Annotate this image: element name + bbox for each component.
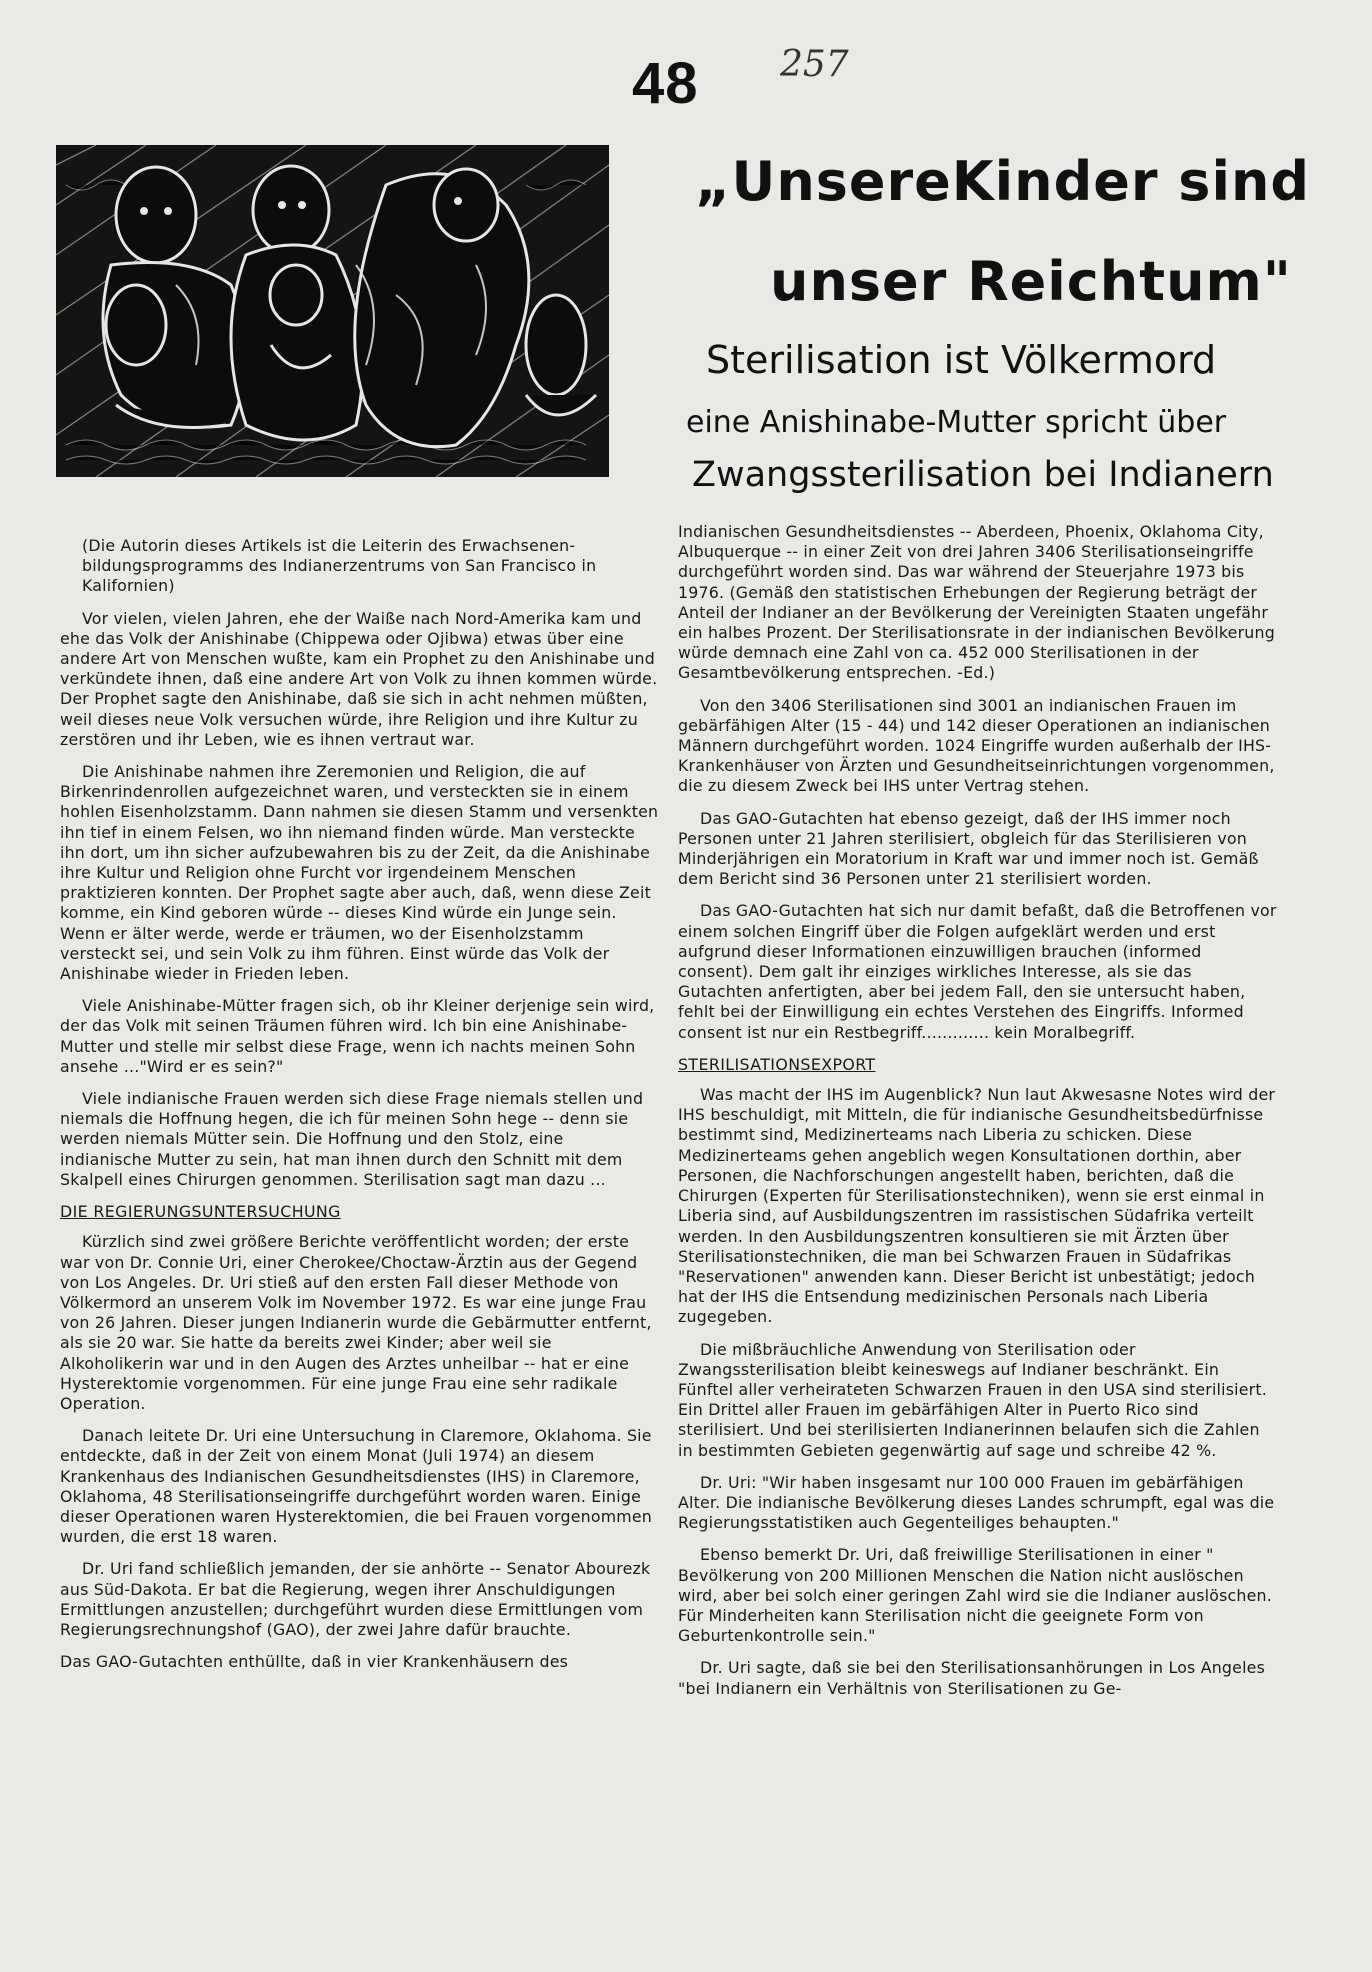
paragraph: Das GAO-Gutachten enthüllte, daß in vier Krankenhäusern des: [60, 1652, 569, 1672]
right-column: [678, 522, 1278, 1711]
headline-line-2: unser Reichtum": [770, 250, 1292, 313]
headline-line-1: „UnsereKinder sind: [695, 150, 1311, 213]
paragraph: Das GAO-Gutachten hat ebenso gezeigt, daß der IHS immer noch Personen unter 21 Jahren sterilisiert, obgleich für das Sterilisieren von Minderjährigen ein Moratorium in Kraft war und immer noch ist. Gemäß dem Bericht sind 36 Personen unter 21 sterilisiert worden.: [678, 808, 1259, 889]
paragraph: Viele indianische Frauen werden sich diese Frage niemals stellen und niemals die Hoffnung hegen, die ich für meinen Sohn hege -- denn sie werden niemals Mütter sein. Die Hoffnung und den Stolz, eine indianische Mutter zu sein, hat man ihnen durch den Schnitt mit dem Skalpell eines Chirurgen genommen. Sterilisation sagt man dazu ...: [60, 1089, 644, 1189]
paragraph: Dr. Uri fand schließlich jemanden, der sie anhörte -- Senator Abourezk aus Süd-Dakota. Er bat die Regierung, wegen ihrer Anschuldigungen Ermittlungen anzustellen; durchgeführt wurden diese Ermittlungen vom Regierungsrechnungshof (GAO), der zwei Jahre dafür brauchte.: [60, 1559, 651, 1639]
paragraph: Vor vielen, vielen Jahren, ehe der Waiße nach Nord-Amerika kam und ehe das Volk der Anishinabe (Chippewa oder Ojibwa) etwas über eine andere Art von Menschen wußte, kam ein Prophet zu den Anishinabe und verkündete ihnen, daß eine andere Art von Volk zu ihnen kommen würde. Der Prophet sagte den Anishinabe, daß sie sich in acht nehmen müßten, weil dieses neue Volk versuchen würde, ihre Religion und ihre Kultur zu zerstören und ihr Leben, wie es ihnen vertraut war.: [60, 608, 658, 749]
paragraph: Das GAO-Gutachten hat sich nur damit befaßt, daß die Betroffenen vor einem solchen Eingriff über die Folgen aufgeklärt werden und erst aufgrund dieser Informationen einzuwilligen brauchen (informed consent). Dem galt ihr einziges wirkliches Interesse, als sie das Gutachten anfertigten, aber bei jedem Fall, den sie untersucht haben, fehlt bei der Einwilligung ein echtes Verstehen des Eingriffs. Informed consent ist nur ein Restbegriff............. kein Moralbegriff.: [678, 901, 1277, 1042]
paragraph: Indianischen Gesundheitsdienstes -- Aberdeen, Phoenix, Oklahoma City, Albuquerque -- in einer Zeit von drei Jahren 3406 Sterilisationseingriffe durchgeführt worden sind. Das war während der Steuerjahre 1973 bis 1976. (Gemäß den statistischen Erhebungen der Regierung beträgt der Anteil der Indianer an der Bevölkerung der Vereinigten Staaten ungefähr ein halbes Prozent. Der Sterilisationsrate in der indianischen Bevölkerung würde demnach eine Zahl von ca. 452 000 Sterilisationen in der Gesamtbevölkerung entsprechen. -Ed.): [678, 522, 1275, 683]
author-note: (Die Autorin dieses Artikels ist die Leiterin des Erwachsenen-bildungsprogramms des Indianerzentrums von San Francisco in Kalifornien): [82, 536, 597, 596]
paragraph: Dr. Uri: "Wir haben insgesamt nur 100 000 Frauen im gebärfähigen Alter. Die indianische Bevölkerung dieses Landes schrumpft, egal was die Regierungsstatistiken auch Gegenteiliges behaupten.": [678, 1472, 1275, 1533]
handwritten-page-number: 257: [780, 44, 849, 85]
section-heading: DIE REGIERUNGSUNTERSUCHUNG: [60, 1202, 341, 1222]
paragraph: Viele Anishinabe-Mütter fragen sich, ob ihr Kleiner derjenige sein wird, der das Volk mit seinen Träumen führen wird. Ich bin eine Anishinabe-Mutter und stelle mir selbst diese Frage, wenn ich nachts meinen Sohn ansehe ..."Wird er es sein?": [60, 996, 655, 1076]
paragraph: Von den 3406 Sterilisationen sind 3001 an indianischen Frauen im gebärfähigen Alter (15 - 44) und 142 dieser Operationen an indianischen Männern durchgeführt worden. 1024 Eingriffe wurden außerhalb der IHS-Krankenhäuser von Ärzten und Gesundheitseinrichtungen vorgenommen, die zu diesem Zweck bei IHS unter Vertrag stehen.: [678, 695, 1275, 796]
woodcut-illustration-icon: [56, 145, 609, 477]
paragraph: Danach leitete Dr. Uri eine Untersuchung in Claremore, Oklahoma. Sie entdeckte, daß in der Zeit von einem Monat (Juli 1974) an diesem Krankenhaus des Indianischen Gesundheitsdienstes (IHS) in Claremore, Oklahoma, 48 Sterilisationseingriffe durchgeführt worden waren. Einige dieser Operationen waren Hysterektomien, die bei Frauen vorgenommen wurden, die erst 18 waren.: [60, 1426, 653, 1547]
paragraph: Kürzlich sind zwei größere Berichte veröffentlicht worden; der erste war von Dr. Connie Uri, einer Cherokee/Choctaw-Ärztin aus der Gegend von Los Angeles. Dr. Uri stieß auf den ersten Fall dieser Methode von Völkermord an unserem Volk im November 1972. Es war eine junge Frau von 26 Jahren. Dieser jungen Indianerin wurde die Gebärmutter entfernt, als sie 20 war. Sie hatte da bereits zwei Kinder; aber weil sie Alkoholikerin war und in den Augen des Arztes unheilbar -- hat er eine Hysterektomie vorgenommen. Für eine junge Frau eine sehr radikale Operation.: [60, 1232, 652, 1413]
paragraph: Die mißbräuchliche Anwendung von Sterilisation oder Zwangssterilisation bleibt keineswegs auf Indianer beschränkt. Ein Fünftel aller verheirateten Schwarzen Frauen in den USA sind sterilisiert. Ein Drittel aller Frauen im gebärfähigen Alter in Puerto Rico sind sterilisiert. Und bei sterilisierten Indianerinnen belaufen sich die Zahlen in bestimmten Gebieten gegenwärtig auf sage und schreibe 42 %.: [678, 1339, 1267, 1460]
section-heading: STERILISATIONSEXPORT: [678, 1054, 876, 1074]
subheadline-3: Zwangssterilisation bei Indianern: [692, 455, 1274, 495]
paragraph: Ebenso bemerkt Dr. Uri, daß freiwillige Sterilisationen in einer " Bevölkerung von 200 Millionen Menschen die Nation nicht auslöschen wird, aber bei solch einer geringen Zahl wird sie die Indianer auslöschen. Für Minderheiten kann Sterilisation nicht die geeignete Form von Geburtenkontrolle sein.": [678, 1545, 1272, 1646]
paragraph: Dr. Uri sagte, daß sie bei den Sterilisationsanhörungen in Los Angeles "bei Indianern ein Verhältnis von Sterilisationen zu Ge-: [678, 1658, 1266, 1698]
subheadline-2: eine Anishinabe-Mutter spricht über: [686, 405, 1227, 440]
subheadline: Sterilisation ist Völkermord: [706, 338, 1217, 382]
paragraph: Was macht der IHS im Augenblick? Nun laut Akwesasne Notes wird der IHS beschuldigt, mit Mitteln, die für indianische Gesundheitsbedürfnisse bestimmt sind, Medizinerteams nach Liberia zu schicken. Diese Medizinerteams gehen angeblich wegen Konsultationen dorthin, aber Personen, die Nachforschungen angestellt haben, berichten, daß die Chirurgen (Experten für Sterilisationstechniken), wenn sie erst einmal in Liberia sind, auf Ausbildungszentren im rassistischen Südafrika verteilt werden. In den Ausbildungszentren konsultieren sie mit Ärzten über Sterilisationstechniken, die man bei Schwarzen Frauen in Südafrikas "Reservationen" anwenden kann. Dieser Bericht ist unbestätigt; jedoch hat der IHS die Entsendung medizinischen Personals nach Liberia zugegeben.: [678, 1085, 1276, 1327]
page-number: 48: [632, 51, 699, 116]
left-column: [60, 536, 660, 1684]
paragraph: Die Anishinabe nahmen ihre Zeremonien und Religion, die auf Birkenrindenrollen aufgezeichnet waren, und versteckten sie in einem hohlen Eisenholzstamm. Dann nahmen sie diesen Stamm und versenkten ihn tief in einem Felsen, wo ihn niemand finden würde. Man versteckte ihn dort, um ihn sicher aufzubewahren bis zu der Zeit, da die Anishinabe ihre Kultur und Religion ohne Furcht vor irgendeinem Menschen praktizieren konnten. Der Prophet sagte aber auch, daß, wenn diese Zeit komme, ein Kind geboren würde -- dieses Kind würde ein Junge sein. Wenn er älter werde, werde er träumen, wo der Eisenholzstamm versteckt sei, und sein Volk zu ihm führen. Einst würde das Volk der Anishinabe wieder in Frieden leben.: [60, 762, 659, 984]
